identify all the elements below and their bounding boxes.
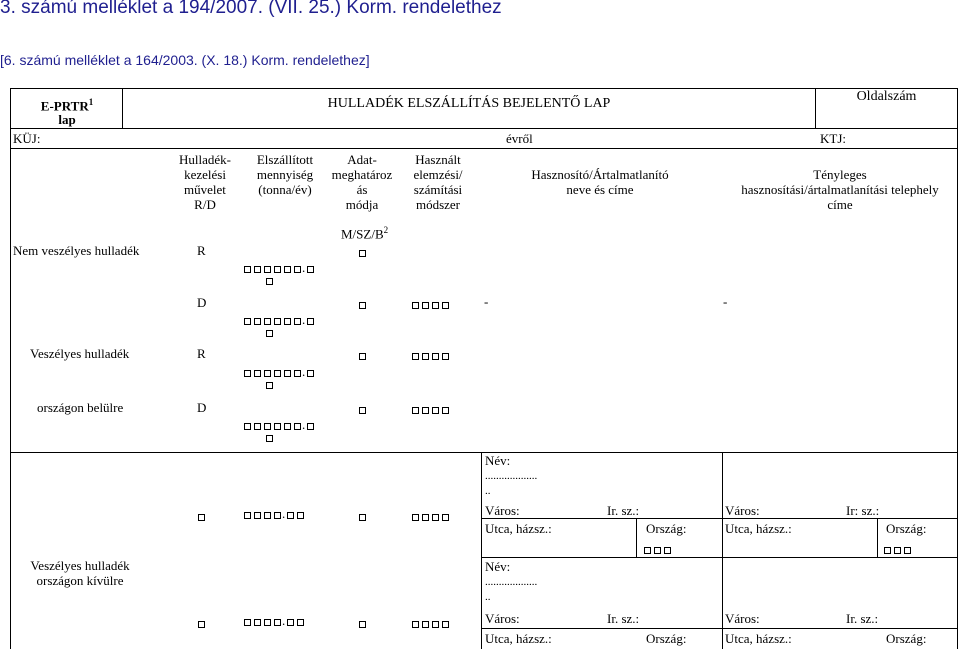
- col-modszer: Használt elemzési/ számítási módszer: [413, 152, 463, 212]
- col-telephely: Tényleges hasznosítási/ártalmatlanítási telephely címe: [741, 167, 939, 212]
- col-msz-code: $M/SZ/B^2$: [341, 225, 389, 242]
- method-code-field[interactable]: [357, 244, 367, 262]
- zip-label: Ir. sz.:: [607, 611, 640, 626]
- analysis-method-field[interactable]: [410, 347, 450, 365]
- rd-code: R: [197, 243, 206, 258]
- col-mennyiseg: Elszállított mennyiség (tonna/év): [256, 152, 314, 197]
- country-code-field[interactable]: [882, 541, 912, 559]
- city-label: Város:: [485, 503, 520, 518]
- analysis-method-field[interactable]: [410, 296, 450, 314]
- row-orszagon-belulre: országon belülre: [37, 400, 124, 415]
- row-veszelyes-kivulre: Veszélyes hulladék országon kívülre: [30, 558, 130, 588]
- evrol-label: évről: [506, 131, 533, 146]
- doc-title: 3. számú melléklet a 194/2007. (VII. 25.) Korm. rendelethez: [0, 0, 502, 18]
- city-label: Város:: [725, 611, 760, 626]
- row-nem-veszelyes: Nem veszélyes hulladék: [13, 243, 140, 258]
- method-code-field[interactable]: [357, 347, 367, 365]
- name-label: Név:: [485, 559, 511, 574]
- street-label: Utca, házsz.:: [725, 521, 792, 536]
- eprtr-lap: lap: [58, 112, 76, 127]
- analysis-method-field[interactable]: [410, 508, 450, 526]
- street-label: Utca, házsz.:: [485, 631, 552, 646]
- col-kezelesi-muvelet: Hulladék- kezelési művelet R/D: [179, 152, 231, 212]
- method-code-field[interactable]: [357, 615, 367, 633]
- name-field[interactable]: ...................: [485, 576, 538, 588]
- quantity-field[interactable]: .: [242, 366, 317, 396]
- name-field-cont[interactable]: ..: [485, 591, 491, 603]
- zip-label: Ir: sz.:: [846, 503, 880, 518]
- zip-label: Ir. sz.:: [846, 611, 879, 626]
- country-label: Ország:: [886, 521, 927, 536]
- rd-code: D: [197, 295, 207, 310]
- method-code-field[interactable]: [357, 401, 367, 419]
- method-code-field[interactable]: [357, 508, 367, 526]
- form-title: HULLADÉK ELSZÁLLÍTÁS BEJELENTŐ LAP: [327, 96, 611, 111]
- rd-code: R: [197, 346, 206, 361]
- method-code-field[interactable]: [357, 296, 367, 314]
- analysis-method-field[interactable]: [410, 401, 450, 419]
- zip-label: Ir. sz.:: [607, 503, 640, 518]
- row-veszelyes: Veszélyes hulladék: [30, 346, 130, 361]
- name-field-cont[interactable]: ..: [485, 485, 491, 497]
- analysis-method-field[interactable]: [410, 615, 450, 633]
- col-adatmeghatarozas: Adat- meghatároz ás módja: [331, 152, 393, 212]
- empty-dash: -: [723, 294, 728, 309]
- country-label: Ország:: [646, 631, 687, 646]
- street-label: Utca, házsz.:: [725, 631, 792, 646]
- quantity-field[interactable]: .: [242, 314, 317, 344]
- country-label: Ország:: [886, 631, 927, 646]
- country-code-field[interactable]: [642, 541, 672, 559]
- name-field[interactable]: ...................: [485, 470, 538, 482]
- street-label: Utca, házsz.:: [485, 521, 552, 536]
- quantity-field[interactable]: .: [242, 613, 305, 629]
- rd-code: D: [197, 400, 207, 415]
- city-label: Város:: [725, 503, 760, 518]
- ktj-label: KTJ:: [820, 131, 846, 146]
- kuj-label: KÜJ:: [13, 131, 41, 146]
- page-number-label: Oldalszám: [856, 89, 917, 104]
- col-hasznosito: Hasznosító/Ártalmatlanító neve és címe: [531, 167, 669, 197]
- rd-code-box[interactable]: [196, 508, 206, 526]
- quantity-field[interactable]: .: [242, 506, 305, 522]
- eprtr-label: E-PRTR$^1$: [40, 97, 94, 114]
- empty-dash: -: [484, 294, 489, 309]
- name-label: Név:: [485, 453, 511, 468]
- quantity-field[interactable]: .: [242, 419, 317, 449]
- doc-subtitle: [6. számú melléklet a 164/2003. (X. 18.) Korm. rendelethez]: [0, 52, 370, 68]
- rd-code-box[interactable]: [196, 615, 206, 633]
- country-label: Ország:: [646, 521, 687, 536]
- city-label: Város:: [485, 611, 520, 626]
- quantity-field[interactable]: .: [242, 262, 317, 292]
